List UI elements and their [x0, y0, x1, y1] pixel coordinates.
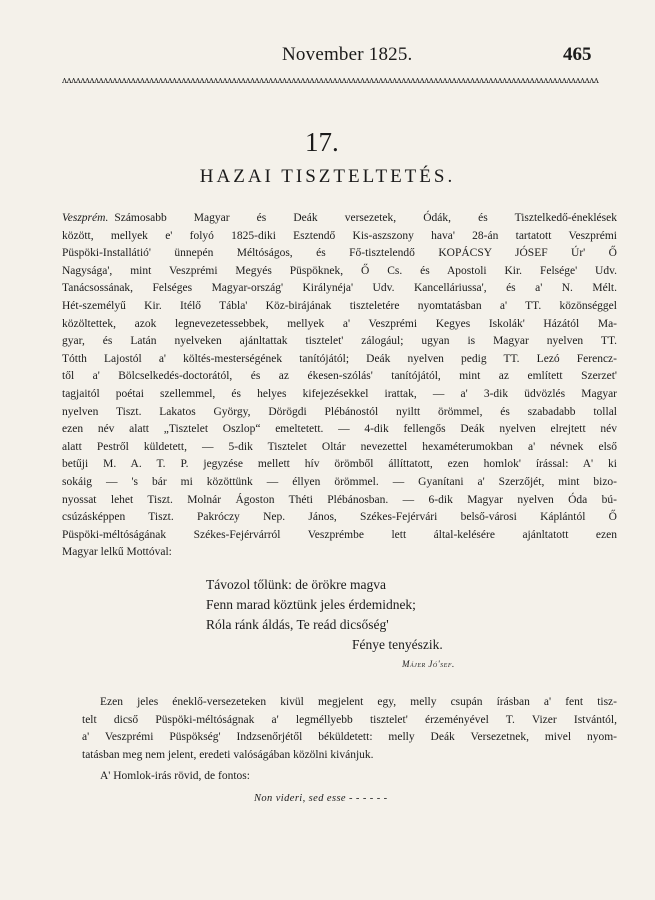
body-line: közöltettek, azok legnevezetessebbek, mellyek a' Veszprémi Kegyes Iskolák' Házától Ma- [62, 317, 617, 330]
poem-stanza [206, 575, 443, 655]
dateline-place: Veszprém. [62, 212, 109, 224]
body-line: ezen név alatt „Tisztelet Oszlop“ emeltetett. — 4-dik fellengős Deák nyelven elrejtett név [62, 423, 617, 436]
poem-line: Fenn marad köztünk jeles érdemidnek; [206, 597, 416, 612]
poem-line: Távozol tőlünk: de örökre magva [206, 577, 386, 592]
body-line: alatt Pestről küldetett, — 5-dik Tisztelet Oltár nevezettel hexaméterumokban a' névnek első [62, 440, 617, 453]
note-line: telt dicső Püspöki-méltóságnak a' legméllyebb tisztelet' érzeményével T. Vizer Istvántól, [82, 713, 617, 726]
page-header-date: November 1825. [282, 44, 413, 65]
editorial-note [82, 694, 617, 764]
note-line: Ezen jeles éneklő-versezeteken kivül megjelent egy, melly csupán írásban a' fent tisz- [100, 696, 617, 708]
body-line: tagjaitól poétai szellemmel, és helyes kifejezésekkel irattak, — a' 3-dik üdvözlés Magyar [62, 387, 617, 400]
body-line: nyelven Tiszt. Lakatos György, Dörögdi Plébánostól nyiltt örömmel, és szabadabb tollal [62, 405, 617, 418]
poem-signature: Májer Jó'sef. [402, 659, 455, 669]
body-line: gyar, és Latán nyelveken ajánltattak tisztelet' zálogául; ugyan is Magyar nyelven TT. [62, 335, 617, 348]
note-line: tatásban meg nem jelent, eredeti valóságában közölni kivánjuk. [82, 748, 374, 761]
body-line: Tótth Lajostól a' költés-mesterségének tanítójától; Deák nyelven pedig TT. Lezó Ferencz- [62, 352, 617, 365]
poem-line: Róla ránk áldás, Te reád dicsőség' [206, 617, 389, 632]
article-body [62, 210, 617, 562]
page-number: 465 [563, 44, 592, 65]
latin-motto: Non videri, sed esse - - - - - - [254, 793, 388, 804]
body-line: betűji M. A. T. P. jegyzése mellett hív örömből állíttatott, ezen homlok' írással: A' ki [62, 458, 617, 471]
poem-line: Fénye tenyészik. [352, 637, 443, 652]
body-line: Veszprém. Számosabb Magyar és Deák versezetek, Ódák, és Tisztelkedő-éneklések [62, 212, 617, 224]
closing-intro: A' Homlok-irás rövid, de fontos: [100, 770, 250, 782]
ornamental-rule: ʌʌʌʌʌʌʌʌʌʌʌʌʌʌʌʌʌʌʌʌʌʌʌʌʌʌʌʌʌʌʌʌʌʌʌʌʌʌʌʌʌʌʌʌʌʌʌʌʌʌʌʌʌʌʌʌʌʌʌʌʌʌʌʌʌʌʌʌʌʌʌʌʌʌʌʌʌʌʌʌʌʌʌʌʌʌʌʌʌʌʌʌʌʌʌʌʌʌʌʌʌʌʌʌʌʌʌʌʌʌʌʌʌʌʌʌʌ [62, 76, 599, 86]
body-line: Magyar lelkű Mottóval: [62, 546, 172, 559]
body-line: Püspöki-Installátió' ünnepén Méltóságos, és Fő-tisztelendő KOPÁCSY JÓSEF Úr' Ő [62, 247, 617, 260]
article-number: 17. [305, 127, 339, 157]
body-line: nyossat lehet Tiszt. Molnár Ágoston Théti Plébánosban. — 6-dik Magyar nyelven Óda bú- [62, 493, 617, 506]
body-line: Nagysága', mint Veszprémi Megyés Püspöknek, Ő Cs. és Apostoli Kir. Felsége' Udv. [62, 264, 617, 277]
body-line: Tanácsossának, Felséges Magyar-ország' Királynéja' Udv. Kancelláriussa', és a' N. Mélt. [62, 282, 617, 295]
body-line: Püspöki-méltóságának Székes-Fejérvárról Veszprémbe lett által-kelésére ajánltatott ezen [62, 528, 617, 541]
article-title: HAZAI TISZTELTETÉS. [199, 166, 456, 187]
body-line: sokáig — 's bár mi közöttünk — éllyen örömmel. — Gyanítani a' Szerzőjét, mint bizo- [62, 475, 617, 488]
body-line: csúzásképpen Tiszt. Pakróczy Nep. János, Székes-Fejérvári belső-városi Káplántól Ő [62, 511, 617, 524]
body-line: között, mellyek e' folyó 1825-diki Esztendő Kis-aszszony hava' 28-án tartatott Veszprémi [62, 229, 617, 242]
body-line: Hét-személyű Kir. Itélő Tábla' Köz-birájának tiszteletére nyomtatásban a' TT. közönséggel [62, 299, 617, 312]
body-line: től a' Bölcselkedés-doctorától, és az ékesen-szólás' tanítójától, mint az említett Szerzet' [62, 370, 617, 383]
note-line: a' Veszprémi Püspökség' Indzsenőrjétől béküldetett: melly Deák Versezetnek, mivel nyom- [82, 731, 617, 744]
